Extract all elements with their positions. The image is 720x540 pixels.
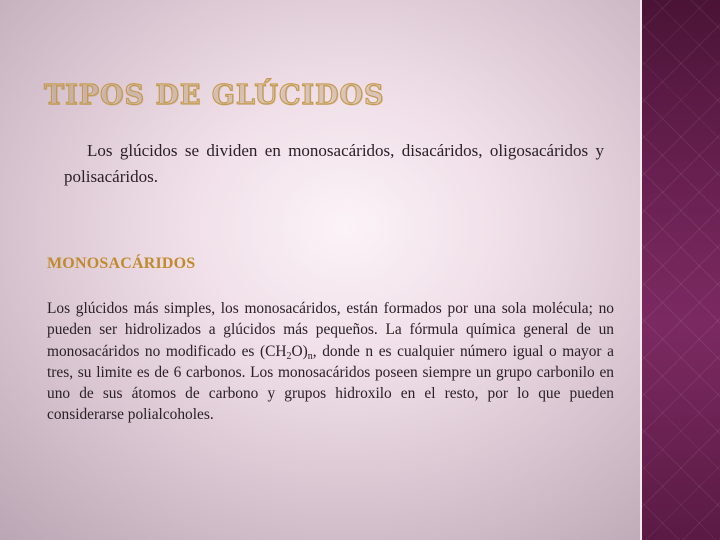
diamond-pattern [642,0,720,540]
section-heading-monosacaridos: MONOSACÁRIDOS [47,255,196,272]
subscript-n: n [307,350,313,362]
body-text-part2: O) [291,342,308,360]
subscript-2: 2 [286,350,292,362]
slide-title: TIPOS DE GLÚCIDOS [44,80,385,111]
intro-paragraph: Los glúcidos se dividen en monosacáridos, disacáridos, oligosacáridos y polisacáridos. [64,141,604,186]
decorative-side-panel [642,0,720,540]
monosacaridos-paragraph [47,298,614,426]
body-text-part3: , donde n es cualquier número igual o mayor a tres, su limite es de 6 carbonos. Los monosacáridos poseen siempre un grupo carbonilo en uno de sus átomos de carbono y grupos hidroxilo en el resto, por lo que pueden considerarse polialcoholes. [47,342,614,424]
body-text-part1: Los glúcidos más simples, los monosacáridos, están formados por una sola molécula; no pueden ser hidrolizados a glúcidos más pequeños. La fórmula química general de un monosacáridos no modificado es (CH [47,300,614,360]
